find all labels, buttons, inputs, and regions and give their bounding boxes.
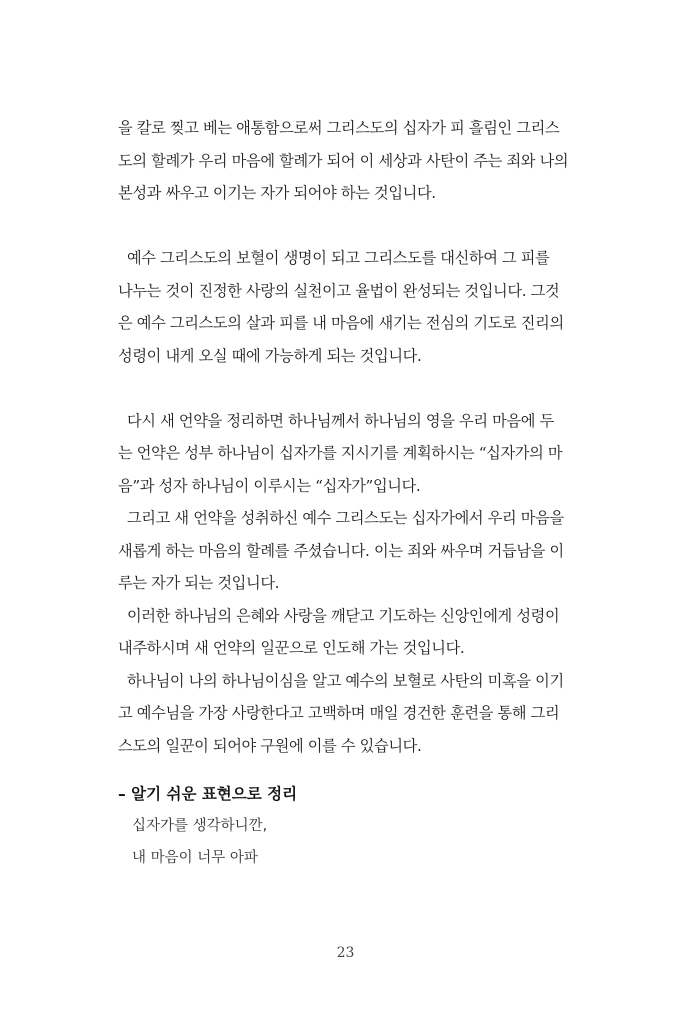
text-line: 루는 자가 되는 것입니다. [118,574,280,592]
page-number: 23 [336,945,355,961]
text-line: 본성과 싸우고 이기는 자가 되어야 하는 것입니다. [118,184,436,202]
section-heading: – 알기 쉬운 표현으로 정리 [118,785,298,803]
text-line: 은 예수 그리스도의 살과 피를 내 마음에 새기는 전심의 기도로 진리의 [118,314,564,332]
text-line: 예수 그리스도의 보혈이 생명이 되고 그리스도를 대신하여 그 피를 [118,249,550,267]
paragraph-2 [118,242,612,372]
page-body [118,112,612,874]
text-line: 는 언약은 성부 하나님이 십자가를 지시기를 계획하시는 “십자가의 마 [118,444,563,462]
text-line: 이러한 하나님의 은혜와 사랑을 깨닫고 기도하는 신앙인에게 성령이 [118,606,560,625]
text-line: 음”과 성자 하나님이 이루시는 “십자가”입니다. [118,476,421,495]
text-line: 그리고 새 언약을 성취하신 예수 그리스도는 십자가에서 우리 마음을 [118,509,564,527]
paragraph-3 [118,405,612,763]
text-line: 스도의 일꾼이 되어야 구원에 이를 수 있습니다. [118,736,422,755]
paragraph-spacer [118,210,612,243]
text-line: 을 칼로 찢고 베는 애통함으로써 그리스도의 십자가 피 흘림인 그리스 [118,119,560,137]
text-line: 성령이 내게 오실 때에 가능하게 되는 것입니다. [118,346,422,365]
paragraph-1 [118,112,612,210]
poem-line: 십자가를 생각하니깐, [132,818,268,834]
text-line: 고 예수님을 가장 사랑한다고 고백하며 매일 경건한 훈련을 통해 그리 [118,704,560,722]
paragraph-spacer [118,372,612,405]
poem-line: 내 마음이 너무 아파 [132,850,258,866]
text-line: 다시 새 언약을 정리하면 하나님께서 하나님의 영을 우리 마음에 두 [118,411,554,430]
text-line: 하나님이 나의 하나님이심을 알고 예수의 보혈로 사탄의 미혹을 이기 [118,671,564,690]
text-line: 새롭게 하는 마음의 할례를 주셨습니다. 이는 죄와 싸우며 거듭남을 이 [118,541,564,560]
summary-poem [118,810,612,874]
text-line: 내주하시며 새 언약의 일꾼으로 인도해 가는 것입니다. [118,639,465,657]
text-line: 나누는 것이 진정한 사랑의 실천이고 율법이 완성되는 것입니다. 그것 [118,281,560,300]
text-line: 도의 할례가 우리 마음에 할례가 되어 이 세상과 사탄이 주는 죄와 나의 [118,151,569,170]
